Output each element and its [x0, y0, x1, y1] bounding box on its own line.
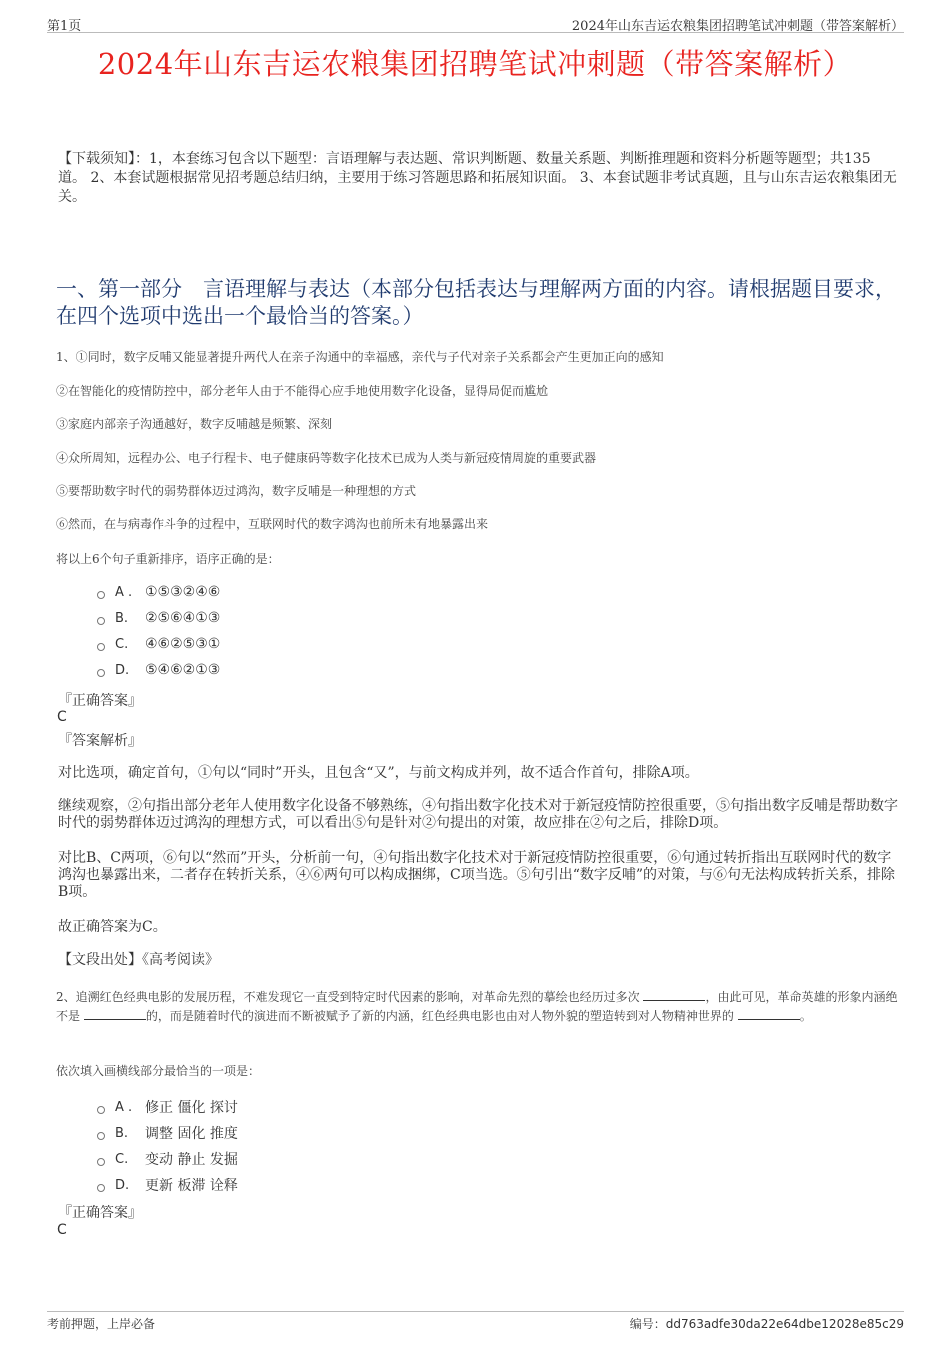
radio-icon[interactable]	[97, 669, 105, 677]
radio-icon[interactable]	[97, 1158, 105, 1166]
header-divider	[47, 32, 904, 33]
q1-sentence-3: ③家庭内部亲子沟通越好，数字反哺越是频繁、深刻	[56, 417, 333, 431]
document-title: 2024年山东吉运农粮集团招聘笔试冲刺题（带答案解析）	[97, 47, 853, 81]
q1-option-b[interactable]: B. ②⑤⑥④①③	[97, 610, 220, 626]
q1-sentence-4: ④众所周知，远程办公、电子行程卡、电子健康码等数字化技术已成为人类与新冠疫情周旋的重要武器	[56, 451, 597, 465]
fill-blank	[738, 1009, 800, 1020]
q2-option-d[interactable]: D. 更新 板滞 诠释	[97, 1175, 238, 1195]
section-heading: 一、第一部分 言语理解与表达（本部分包括表达与理解两方面的内容。请根据题目要求，在四个选项中选出一个最恰当的答案。）	[56, 277, 896, 328]
radio-icon[interactable]	[97, 1106, 105, 1114]
option-text: ②⑤⑥④①③	[145, 610, 221, 626]
q1-analysis-1: 对比选项，确定首句，①句以“同时”开头，且包含“又”，与前文构成并列，故不适合作首句，排除A项。	[58, 765, 699, 781]
q2-answer: C	[57, 1222, 67, 1238]
q1-option-d[interactable]: D. ⑤④⑥②①③	[97, 662, 220, 678]
q2-answer-tag: 『正确答案』	[58, 1205, 142, 1221]
footer-slogan: 考前押题，上岸必备	[47, 1317, 156, 1331]
q2-option-a[interactable]: A . 修正 僵化 探讨	[97, 1097, 238, 1117]
radio-icon[interactable]	[97, 617, 105, 625]
footer-divider	[47, 1311, 904, 1312]
q1-sentence-6: ⑥然而，在与病毒作斗争的过程中，互联网时代的数字鸿沟也前所未有地暴露出来	[56, 517, 489, 531]
option-text: 调整 固化 推度	[145, 1126, 238, 1142]
q1-sentence-5: ⑤要帮助数字时代的弱势群体迈过鸿沟，数字反哺是一种理想的方式	[56, 484, 417, 498]
option-text: ④⑥②⑤③①	[145, 636, 221, 652]
radio-icon[interactable]	[97, 1184, 105, 1192]
q1-sentence-1: 1、①同时，数字反哺又能显著提升两代人在亲子沟通中的幸福感，亲代与子代对亲子关系都会产生更加正向的感知	[56, 350, 664, 364]
q2-option-b[interactable]: B. 调整 固化 推度	[97, 1123, 238, 1143]
download-notice: 【下载须知】：1，本套练习包含以下题型：言语理解与表达题、常识判断题、数量关系题、判断推理题和资料分析题等题型；共135道。 2、本套试题根据常见招考题总结归纳，主要用于练习答题思路和拓展知识面。 3、本套试题非考试真题，且与山东吉运农粮集团无关。	[58, 151, 897, 205]
footer-code: 编号：dd763adfe30da22e64dbe12028e85c29	[629, 1317, 904, 1331]
q1-option-a[interactable]: A . ①⑤③②④⑥	[97, 584, 220, 600]
q2-stem: 2、追溯红色经典电影的发展历程，不难发现它一直受到特定时代因素的影响，对革命先烈的摹绘也经历过多次 ，由此可见，革命英雄的形象内涵绝不是 的，而是随着时代的演进而不断被赋予了新的内涵，红色经典电影也由对人物外貌的塑造转到对人物精神世界的 。	[56, 990, 898, 1023]
option-text: 修正 僵化 探讨	[145, 1100, 238, 1116]
radio-icon[interactable]	[97, 643, 105, 651]
q1-analysis-tag: 『答案解析』	[58, 733, 142, 749]
q2-prompt: 依次填入画横线部分最恰当的一项是：	[56, 1064, 261, 1078]
q1-analysis-3: 对比B、C两项，⑥句以“然而”开头，分析前一句，④句指出数字化技术对于新冠疫情防控很重要，⑥句通过转折指出互联网时代的数字鸿沟也暴露出来，二者存在转折关系，④⑥两句可以构成捆绑，C项当选。⑤句引出“数字反哺”的对策，与⑥句无法构成转折关系，排除B项。	[58, 850, 896, 900]
option-text: 变动 静止 发掘	[145, 1152, 238, 1168]
fill-blank	[643, 990, 705, 1001]
radio-icon[interactable]	[97, 1132, 105, 1140]
q1-answer-tag: 『正确答案』	[58, 693, 142, 709]
page-number: 第1页	[47, 19, 82, 34]
q2-option-c[interactable]: C. 变动 静止 发掘	[97, 1149, 238, 1169]
fill-blank	[84, 1009, 146, 1020]
q1-analysis-2: 继续观察，②句指出部分老年人使用数字化设备不够熟练，④句指出数字化技术对于新冠疫情防控很重要，⑤句指出数字反哺是帮助数字时代的弱势群体迈过鸿沟的理想方式，可以看出⑤句是针对②句提出的对策，故应排在②句之后，排除D项。	[58, 798, 898, 831]
q1-option-c[interactable]: C. ④⑥②⑤③①	[97, 636, 220, 652]
q1-analysis-4: 故正确答案为C。	[58, 919, 167, 935]
q1-answer: C	[57, 709, 67, 725]
running-header: 2024年山东吉运农粮集团招聘笔试冲刺题（带答案解析）	[571, 19, 904, 34]
q1-source: 【文段出处】《高考阅读》	[58, 952, 219, 968]
q1-prompt: 将以上6个句子重新排序，语序正确的是：	[56, 552, 280, 566]
option-text: ①⑤③②④⑥	[145, 584, 221, 600]
radio-icon[interactable]	[97, 591, 105, 599]
option-text: ⑤④⑥②①③	[145, 662, 221, 678]
option-text: 更新 板滞 诠释	[145, 1178, 238, 1194]
q1-sentence-2: ②在智能化的疫情防控中，部分老年人由于不能得心应手地使用数字化设备，显得局促而尴尬	[56, 384, 549, 398]
